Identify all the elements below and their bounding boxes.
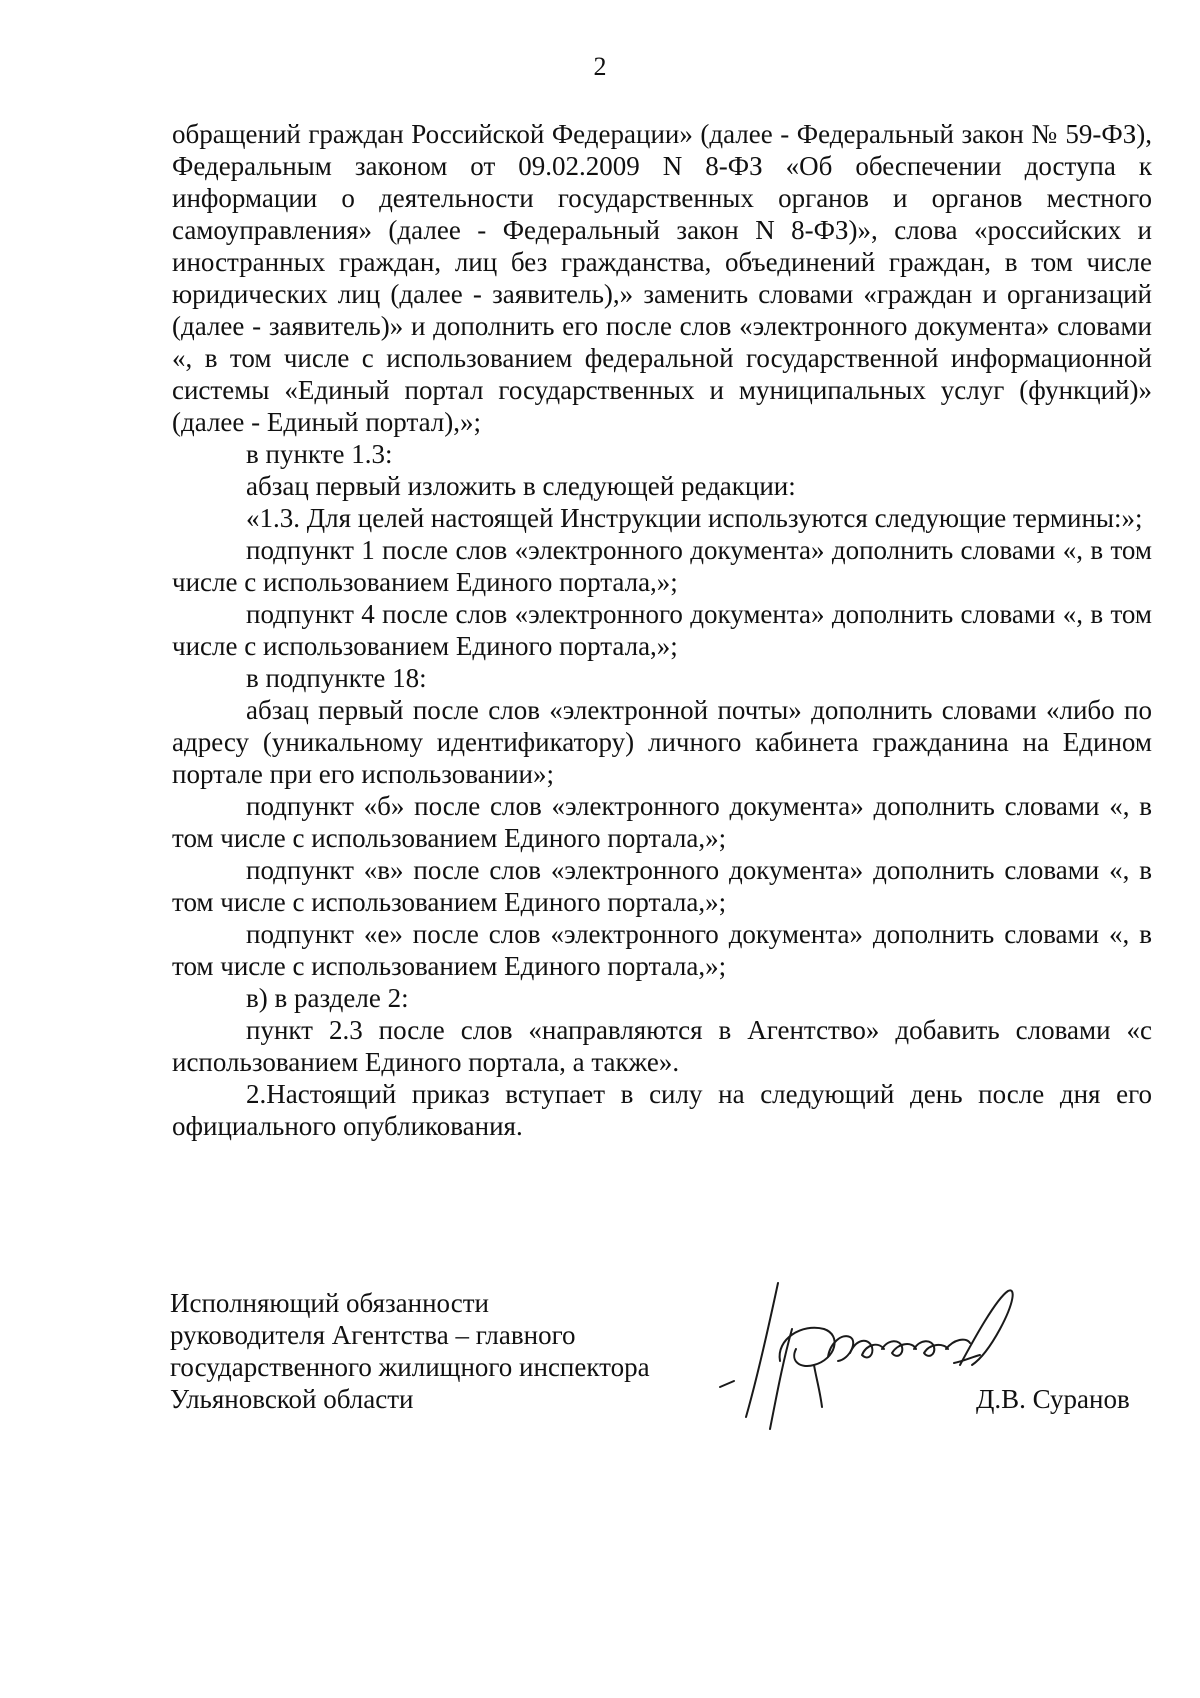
paragraph: подпункт 1 после слов «электронного документа» дополнить словами «, в том числе с использованием Единого портала,»;	[172, 535, 1152, 597]
paragraph: пункт 2.3 после слов «направляются в Агентство» добавить словами «с использованием Единого портала, а также».	[172, 1015, 1152, 1077]
paragraph: в) в разделе 2:	[246, 983, 409, 1013]
paragraph: в подпункте 18:	[246, 663, 427, 693]
paragraph: в пункте 1.3:	[246, 439, 393, 469]
paragraph: «1.3. Для целей настоящей Инструкции используются следующие термины:»;	[246, 503, 1143, 533]
document-body	[172, 118, 1152, 1142]
signatory-title	[170, 1287, 650, 1415]
page-number: 2	[593, 52, 607, 81]
paragraph: подпункт 4 после слов «электронного документа» дополнить словами «, в том числе с использованием Единого портала,»;	[172, 599, 1152, 661]
signatory-title-line: государственного жилищного инспектора	[170, 1352, 650, 1382]
handwritten-signature	[710, 1269, 1030, 1469]
signatory-name: Д.В. Суранов	[976, 1384, 1130, 1414]
paragraph: абзац первый после слов «электронной почты» дополнить словами «либо по адресу (уникальному идентификатору) личного кабинета гражданина на Едином портале при его использовании»;	[172, 695, 1152, 789]
signatory-title-line: Ульяновской области	[170, 1384, 414, 1414]
paragraph: подпункт «в» после слов «электронного документа» дополнить словами «, в том числе с использованием Единого портала,»;	[172, 855, 1152, 917]
paragraph: подпункт «е» после слов «электронного документа» дополнить словами «, в том числе с использованием Единого портала,»;	[172, 919, 1152, 981]
signatory-title-line: руководителя Агентства – главного	[170, 1320, 576, 1350]
signature-block	[170, 1287, 1150, 1467]
signatory-title-line: Исполняющий обязанности	[170, 1288, 489, 1318]
paragraph: обращений граждан Российской Федерации» (далее - Федеральный закон № 59-ФЗ), Федеральным законом от 09.02.2009 N 8-ФЗ «Об обеспечении доступа к информации о деятельности государственных органов и органов местного самоуправления» (далее - Федеральный закон N 8-ФЗ)», слова «российских и иностранных граждан, лиц без гражданства, объединений граждан, в том числе юридических лиц (далее - заявитель),» заменить словами «граждан и организаций (далее - заявитель)» и дополнить его после слов «электронного документа» словами «, в том числе с использованием федеральной государственной информационной системы «Единый портал государственных и муниципальных услуг (функций)» (далее - Единый портал),»;	[172, 119, 1152, 437]
paragraph: 2.Настоящий приказ вступает в силу на следующий день после дня его официального опубликования.	[172, 1079, 1152, 1141]
paragraph: подпункт «б» после слов «электронного документа» дополнить словами «, в том числе с использованием Единого портала,»;	[172, 791, 1152, 853]
paragraph: абзац первый изложить в следующей редакции:	[246, 471, 796, 501]
